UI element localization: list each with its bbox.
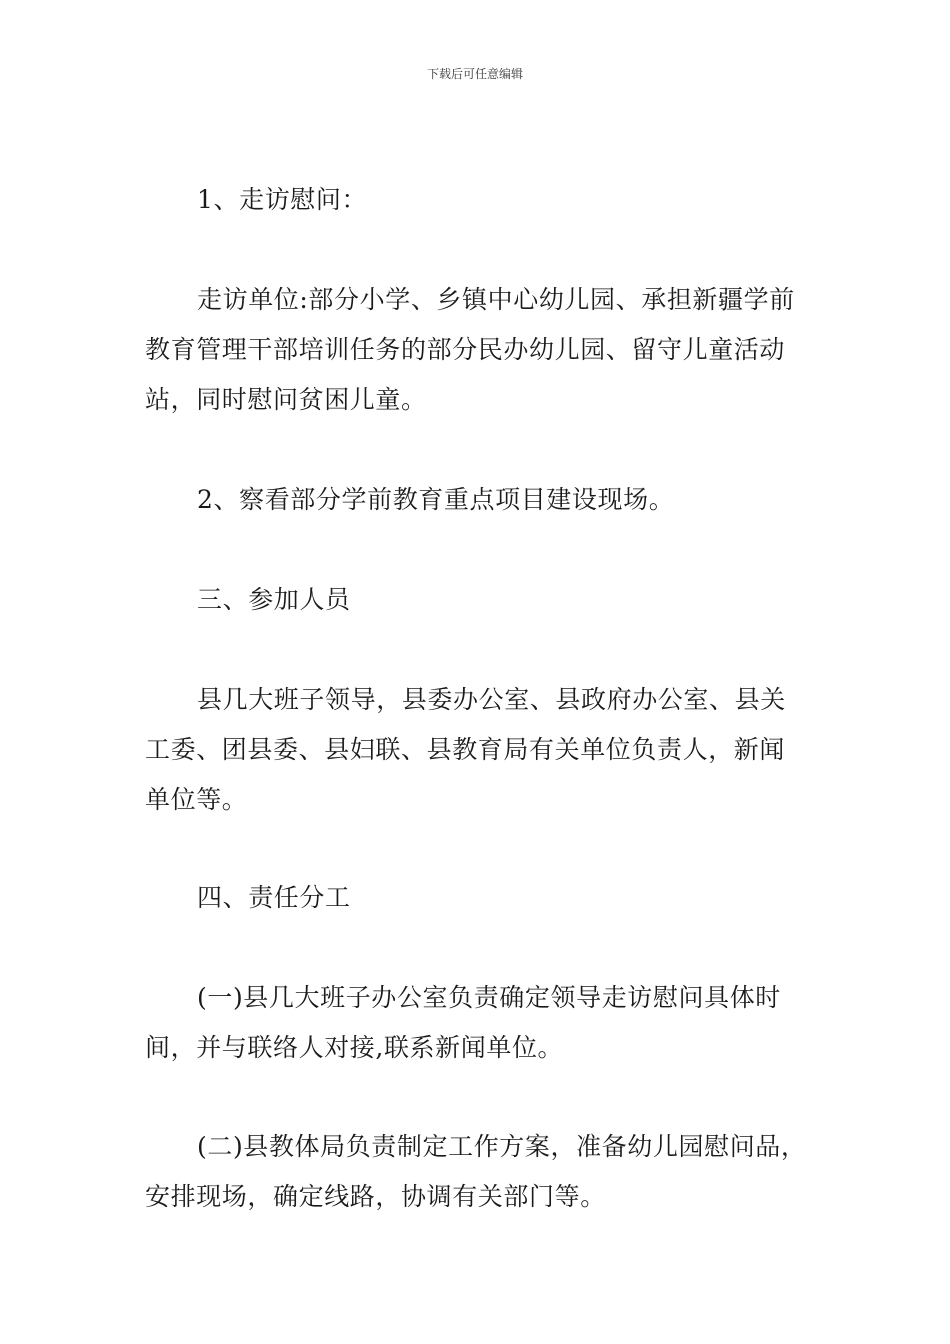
page-header: 下载后可任意编辑 (426, 67, 523, 81)
text-line: (一)县几大班子办公室负责确定领导走访慰问具体时 (197, 983, 781, 1012)
text-line: 三、参加人员 (197, 585, 351, 614)
text-line: 走访单位:部分小学、乡镇中心幼儿园、承担新疆学前 (197, 285, 795, 314)
section-heading-participants (145, 575, 835, 625)
paragraph-participants (145, 675, 835, 825)
text-line: 县几大班子领导，县委办公室、县政府办公室、县关 (197, 685, 786, 714)
paragraph-visit-heading (145, 175, 835, 225)
text-line: 单位等。 (145, 785, 248, 814)
text-line: 间，并与联络人对接,联系新闻单位。 (145, 1033, 564, 1062)
text-line: 安排现场，确定线路，协调有关部门等。 (145, 1182, 606, 1211)
text-line: 1、走访慰问： (197, 185, 368, 214)
text-line: 工委、团县委、县妇联、县教育局有关单位负责人，新闻 (145, 735, 786, 764)
paragraph-responsibility-1 (145, 973, 835, 1073)
text-line: 四、责任分工 (197, 883, 351, 912)
paragraph-inspect-sites (145, 475, 835, 525)
text-line: (二)县教体局负责制定工作方案，准备幼儿园慰问品， (197, 1132, 807, 1161)
section-heading-responsibilities (145, 873, 835, 923)
paragraph-responsibility-2 (145, 1122, 835, 1222)
paragraph-visit-units (145, 275, 835, 425)
text-line: 教育管理干部培训任务的部分民办幼儿园、留守儿童活动 (145, 335, 786, 364)
text-line: 2、察看部分学前教育重点项目建设现场。 (197, 485, 675, 514)
text-line: 站，同时慰问贫困儿童。 (145, 385, 427, 414)
